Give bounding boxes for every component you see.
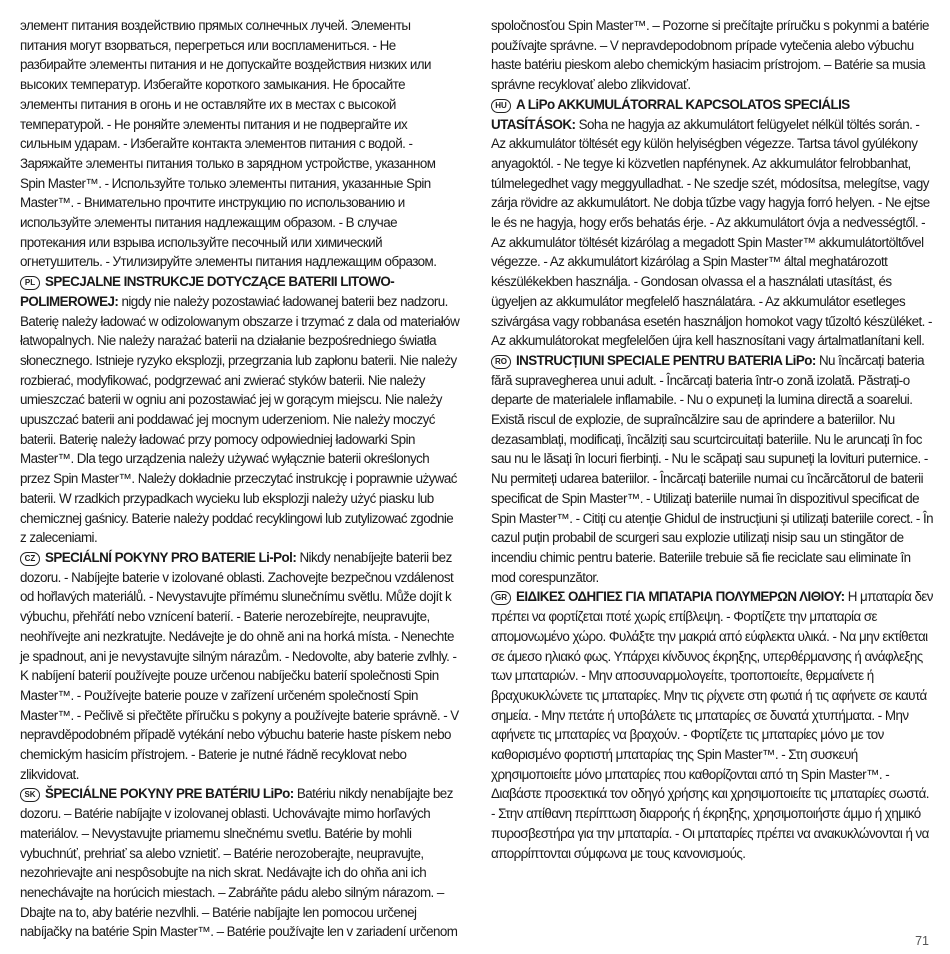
hu-body: Soha ne hagyja az akkumulátort felügyelet nélkül töltés során. - Az akkumulátor töltését egy külön helyiségben végezze. Tartsa távol gyúlékony anyagoktól. - Ne tegye ki közvetlen napfénynek. Az akkumulátor felrobbanhat, túlmelegedhet vagy meggyulladhat. - Ne szedje szét, módosítsa, melegítse, vagy zárja rövidre az akkumulátort. Ne dobja tűzbe vagy hagyja forró helyen. - Ne ejtse le és ne hagyja, hogy erős behatás érje. - Az akkumulátort óvja a nedvességtől. - Az akkumulátor töltését kizárólag a megadott Spin Master™ akkumulátortöltővel végezze. - Az akkumulátort kizárólag a Spin Master™ által meghatározott készülékekben használja. - Gondosan olvassa el a használati utasítást, és ügyeljen az akkumulátor megfelelő használatára. - Az akkumulátor esetleges szivárgása vagy robbanása esetén használjon homokot vagy tűzoltó készüléket. - Az akkumulátorokat megfelelően újra kell hasznosítani vagy ártalmatlanítani kell.	[491, 116, 932, 349]
polish-section	[20, 272, 460, 548]
slovak-text-continued: spoločnosťou Spin Master™. – Pozorne si prečítajte príručku s pokynmi a batérie používajte správne. – V nepravdepodobnom prípade vytečenia alebo výbuchu haste batériu pieskom alebo chemickým hasiacim prístrojom. – Batérie sa musia správne recyklovať alebo zlikvidovať.	[491, 18, 929, 93]
greek-section	[491, 587, 935, 863]
ro-language-badge: RO	[491, 355, 511, 369]
pl-heading: SPECJALNE INSTRUKCJE DOTYCZĄCE BATERII LITOWO-POLIMEROWEJ:	[20, 274, 395, 309]
slovak-section	[20, 784, 460, 942]
ro-heading: INSTRUCȚIUNI SPECIALE PENTRU BATERIA LiPo:	[516, 352, 816, 368]
page-number: 71	[915, 934, 929, 948]
cz-heading: SPECIÁLNÍ POKYNY PRO BATERIE Li-Pol:	[45, 549, 297, 565]
pl-language-badge: PL	[20, 276, 40, 290]
russian-text-continued: элемент питания воздействию прямых солнечных лучей. Элементы питания могут взорваться, перегреться или воспламениться. - Не разбирайте элементы питания и не допускайте воздействия низких или высоких температур. Избегайте короткого замыкания. Не бросайте элементы питания в огонь и не оставляйте их в местах с высокой температурой. - Не роняйте элементы питания и не подвергайте их сильным ударам. - Избегайте контакта элементов питания с водой. - Заряжайте элементы питания только в зарядном устройстве, указанном Spin Master™. - Используйте только элементы питания, указанные Spin Master™. - Внимательно прочтите инструкцию по использованию и используйте элементы питания надлежащим образом. - В случае протекания или взрыва используйте песочный или химический огнетушитель. - Утилизируйте элементы питания надлежащим образом.	[20, 18, 437, 270]
sk-body: Batériu nikdy nenabíjajte bez dozoru. – Batérie nabíjajte v izolovanej oblasti. Uchovávajte mimo horľavých materiálov. – Nevystavujte priamemu slnečnému svetlu. Batérie by mohli vybuchnúť, prehriať sa alebo vznietiť. – Batérie nerozoberajte, neupravujte, nezohrievajte ani nespôsobujte na nich skrat. Nedávajte ich do ohňa ani ich nenechávajte na horúcich miestach. – Zabráňte pádu alebo silným nárazom. – Dbajte na to, aby batérie nezvlhli. – Batérie nabíjajte len pomocou určenej nabíjačky na batérie Spin Master™. – Batérie používajte len v zariadení určenom	[20, 786, 458, 940]
hu-language-badge: HU	[491, 99, 511, 113]
gr-heading: ΕΙΔΙΚΕΣ ΟΔΗΓΙΕΣ ΓΙΑ ΜΠΑΤΑΡΙΑ ΠΟΛΥΜΕΡΩΝ ΛΙΘΙΟΥ:	[516, 589, 845, 605]
sk-language-badge: SK	[20, 788, 40, 802]
gr-language-badge: GR	[491, 591, 511, 605]
romanian-section	[491, 351, 935, 587]
cz-language-badge: CZ	[20, 552, 40, 566]
hungarian-section	[491, 95, 935, 351]
sk-heading: ŠPECIÁLNE POKYNY PRE BATÉRIU LiPo:	[45, 786, 294, 802]
gr-body: Η μπαταρία δεν πρέπει να φορτίζεται ποτέ χωρίς επίβλεψη. - Φορτίζετε την μπαταρία σε απομονωμένο χώρο. Φυλάξτε την μακριά από εύφλεκτα υλικά. - Να μην εκτίθεται σε άμεσο ηλιακό φως. Υπάρχει κίνδυνος έκρηξης, υπερθέρμανσης ή ανάφλεξης των μπαταριών. - Μην αποσυναρμολογείτε, τροποποιείτε, θερμαίνετε ή βραχυκυκλώνετε τις μπαταρίες. Μην τις ρίχνετε στη φωτιά ή τις αφήνετε σε καυτά σημεία. - Μην πετάτε ή υποβάλετε τις μπαταρίες σε δυνατά χτυπήματα. - Μην αφήνετε τις μπαταρίες να βραχούν. - Φορτίζετε τις μπαταρίες μόνο με τον καθορισμένο φορτιστή μπαταρίας της Spin Master™. - Στη συσκευή χρησιμοποιείτε μόνο μπαταρίες που καθορίζονται από τη Spin Master™. - Διαβάστε προσεκτικά τον οδηγό χρήσης και χρησιμοποιείτε τις μπαταρίες σωστά. - Στην απίθανη περίπτωση διαρροής ή έκρηξης, χρησιμοποιήστε άμμο ή χημικό πυροσβεστήρα για την μπαταρία. - Οι μπαταρίες πρέπει να ανακυκλώνονται ή να απορρίπτονται σύμφωνα με τους κανονισμούς.	[491, 589, 933, 861]
right-column	[491, 16, 935, 863]
cz-body: Nikdy nenabíjejte baterii bez dozoru. - Nabíjejte baterie v izolované oblasti. Zachovejte bezpečnou vzdálenost od hořlavých materiálů. - Nevystavujte přímému slunečnímu světlu. Může dojít k výbuchu, přehřátí nebo vznícení baterií. - Baterie nerozebírejte, neupravujte, neohřívejte ani nezkratujte. Nedávejte je do ohně ani na horká místa. - Nenechte je spadnout, ani je nevystavujte silným nárazům. - Nedovolte, aby baterie zvlhly. - K nabíjení baterií používejte pouze určenou nabíječku baterií společnosti Spin Master™. - Používejte baterie pouze v zařízení určeném společností Spin Master™. - Pečlivě si přečtěte příručku s pokyny a používejte baterie správně. - V nepravděpodobném případě vytékání nebo výbuchu baterie haste pískem nebo chemickým hasicím přístrojem. - Baterie je nutné řádně recyklovat nebo zlikvidovat.	[20, 549, 459, 782]
hu-heading: A LiPo AKKUMULÁTORRAL KAPCSOLATOS SPECIÁLIS UTASÍTÁSOK:	[491, 96, 850, 132]
pl-body: nigdy nie należy pozostawiać ładowanej baterii bez nadzoru. Baterię należy ładować w odizolowanym obszarze i trzymać z dala od materiałów łatwopalnych. Nie należy narażać baterii na działanie bezpośredniego światła słonecznego. Istnieje ryzyko eksplozji, przegrzania lub zapłonu baterii. Nie należy rozbierać, modyfikować, podgrzewać ani zwierać styków baterii. Nie należy umieszczać baterii w ogniu ani pozostawiać jej w gorącym miejscu. Nie należy upuszczać baterii ani poddawać jej mocnym uderzeniom. Nie należy moczyć baterii. Baterię należy ładować przy pomocy odpowiedniej ładowarki Spin Master™. Dla tego urządzenia należy używać wyłącznie baterii określonych przez Spin Master™. Należy dokładnie przeczytać instrukcję i poprawnie używać baterii. W rzadkich przypadkach wycieku lub eksplozji należy użyć piasku lub chemicznej gaśnicy. Baterie należy poddać recyklingowi lub zutylizować zgodnie z zaleceniami.	[20, 293, 460, 546]
ro-body: Nu încărcați bateria fără supravegherea unui adult. - Încărcați bateria într-o zonă izolată. Păstrați-o departe de materialele inflamabile. - Nu o expuneți la lumina directă a soarelui. Există riscul de explozie, de supraîncălzire sau de aprindere a bateriilor. Nu dezasamblați, modificați, încălziți sau scurtcircuitați bateriile. Nu le aruncați în foc sau nu le lăsați în locuri fierbinți. - Nu le scăpați sau supuneți la lovituri puternice. - Nu permiteți udarea bateriilor. - Încărcați bateriile numai cu încărcătorul de baterii specificat de Spin Master™. - Utilizați bateriile numai în dispozitivul specificat de Spin Master™. - Citiți cu atenție Ghidul de instrucțiuni și utilizați bateriile corect. - În cazul puțin probabil de scurgeri sau explozie utilizați nisip sau un stingător de incendiu chimic pentru baterie. Bateriile trebuie să fie reciclate sau eliminate în mod corespunzător.	[491, 352, 934, 585]
left-column	[20, 16, 460, 942]
czech-section	[20, 548, 460, 784]
